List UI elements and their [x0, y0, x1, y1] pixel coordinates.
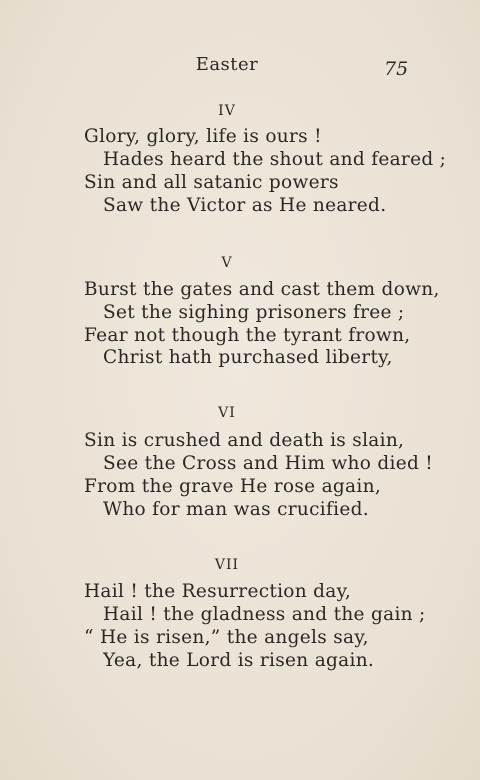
poem-line: Saw the Victor as He neared. [103, 195, 387, 216]
poem-line: Sin is crushed and death is slain, [84, 430, 405, 451]
stanza-number: VI [218, 405, 236, 421]
poem-line: Who for man was crucified. [103, 499, 369, 520]
poem-line: See the Cross and Him who died ! [103, 453, 434, 474]
poem-line: Hail ! the Resurrection day, [84, 581, 352, 602]
poem-line: Hail ! the gladness and the gain ; [103, 604, 426, 625]
poem-line: Glory, glory, life is ours ! [84, 126, 322, 147]
poem-line: Sin and all satanic powers [84, 172, 339, 193]
poem-line: Hades heard the shout and feared ; [103, 149, 447, 170]
poem-line: Burst the gates and cast them down, [84, 279, 440, 300]
poem-line: “ He is risen,” the angels say, [84, 627, 369, 648]
stanza-number: VII [214, 557, 240, 573]
poem-line: Fear not though the tyrant frown, [84, 325, 411, 346]
running-title: Easter [195, 54, 259, 75]
poem-line: Yea, the Lord is risen again. [103, 650, 375, 671]
poem-line: Set the sighing prisoners free ; [103, 302, 405, 323]
stanza-number: V [221, 255, 233, 271]
page-number: 75 [384, 58, 409, 80]
poem-line: Christ hath purchased liberty, [103, 347, 393, 368]
stanza-number: IV [218, 103, 236, 119]
poem-line: From the grave He rose again, [84, 476, 381, 497]
